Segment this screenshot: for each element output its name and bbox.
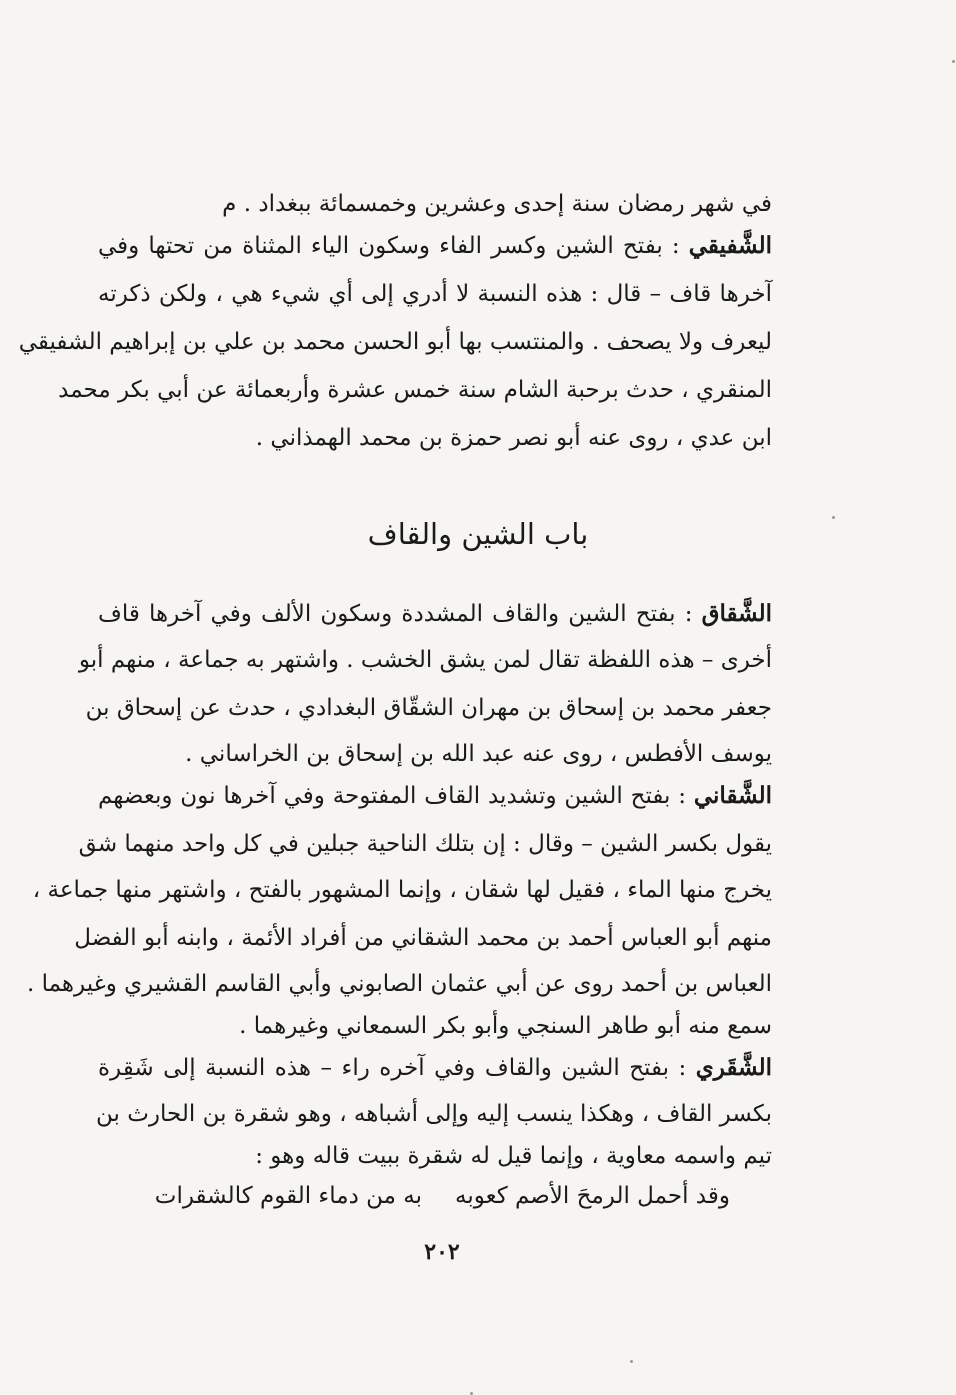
entry-text: : بفتح الشين وكسر الفاء وسكون الياء المثناة من تحتها وفي (98, 233, 680, 259)
scan-speck (952, 60, 955, 63)
text-line: منهم أبو العباس أحمد بن محمد الشقاني من أفراد الأئمة ، وابنه أبو الفضل (74, 925, 772, 951)
text-line: آخرها قاف – قال : هذه النسبة لا أدري إلى أي شيء هي ، ولكن ذكرته (98, 281, 772, 307)
text-line: في شهر رمضان سنة إحدى وعشرين وخمسمائة ببغداد . م (222, 191, 772, 217)
text-line: يخرج منها الماء ، فقيل لها شقان ، وإنما المشهور بالفتح ، واشتهر منها جماعة ، (32, 877, 772, 903)
entry-text: : بفتح الشين وتشديد القاف المفتوحة وفي آخرها نون وبعضهم (98, 783, 687, 809)
text-line: تيم واسمه معاوية ، وإنما قيل له شقرة ببيت قاله وهو : (255, 1143, 772, 1169)
text-line: العباس بن أحمد روى عن أبي عثمان الصابوني وأبي القاسم القشيري وغيرهما . (27, 971, 772, 997)
text-line: المنقري ، حدث برحبة الشام سنة خمس عشرة وأربعمائة عن أبي بكر محمد (58, 377, 772, 403)
entry-term: الشَّفيقي (688, 232, 773, 259)
entry-shaqqaq-first-line (98, 596, 772, 632)
entry-shaqqani-first-line (98, 778, 772, 814)
section-heading: باب الشين والقاف (367, 517, 589, 551)
verse-second-hemistich: به من دماء القوم كالشقرات (154, 1183, 422, 1209)
scan-speck (832, 516, 835, 519)
text-line: ابن عدي ، روى عنه أبو نصر حمزة بن محمد الهمذاني . (255, 425, 772, 451)
entry-term: الشَّقاني (693, 782, 772, 809)
entry-term: الشَّقاق (701, 600, 772, 627)
entry-shaqari-first-line (98, 1050, 772, 1086)
page-number: ٢٠٢ (424, 1239, 460, 1265)
entry-term: الشَّقَري (695, 1054, 772, 1081)
text-line: جعفر محمد بن إسحاق بن مهران الشقّاق البغدادي ، حدث عن إسحاق بن (85, 695, 772, 721)
entry-shafiqi-first-line (98, 228, 772, 264)
text-line: سمع منه أبو طاهر السنجي وأبو بكر السمعاني وغيرهما . (239, 1013, 772, 1039)
verse-first-hemistich: وقد أحمل الرمحَ الأصم كعوبه (454, 1183, 730, 1209)
scan-speck (630, 1360, 633, 1363)
text-line: يوسف الأفطس ، روى عنه عبد الله بن إسحاق بن الخراساني . (185, 741, 772, 767)
entry-text: : بفتح الشين والقاف المشددة وسكون الألف وفي آخرها قاف (98, 601, 693, 627)
text-line: ليعرف ولا يصحف . والمنتسب بها أبو الحسن محمد بن علي بن إبراهيم الشفيقي (18, 329, 772, 355)
text-line: يقول بكسر الشين – وقال : إن بتلك الناحية جبلين في كل واحد منهما شق (78, 831, 772, 857)
text-line: بكسر القاف ، وهكذا ينسب إليه وإلى أشباهه ، وهو شقرة بن الحارث بن (96, 1101, 772, 1127)
text-line: أخرى – هذه اللفظة تقال لمن يشق الخشب . واشتهر به جماعة ، منهم أبو (78, 647, 772, 673)
entry-text: : بفتح الشين والقاف وفي آخره راء – هذه النسبة إلى شَقِرة (98, 1055, 687, 1081)
